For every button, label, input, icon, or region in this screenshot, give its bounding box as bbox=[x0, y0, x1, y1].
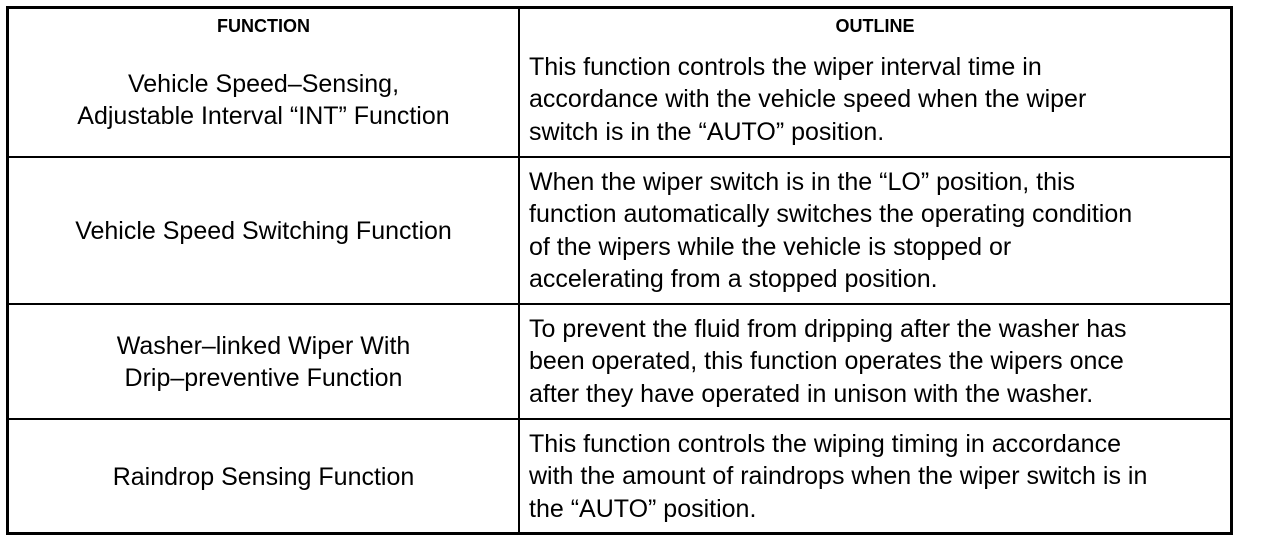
function-text: Washer–linked Wiper With bbox=[116, 331, 411, 360]
outline-text: This function controls the wiping timing in accordance bbox=[529, 429, 1121, 458]
function-text: Raindrop Sensing Function bbox=[112, 462, 415, 491]
outline-text: the “AUTO” position. bbox=[529, 494, 757, 523]
outline-text: switch is in the “AUTO” position. bbox=[529, 117, 885, 146]
header-function: FUNCTION bbox=[9, 9, 519, 43]
outline-text: of the wipers while the vehicle is stopped or bbox=[529, 232, 1012, 261]
function-outline-table-frame bbox=[6, 6, 1233, 535]
table-row bbox=[9, 419, 1230, 533]
function-cell bbox=[9, 157, 519, 304]
function-text: Drip–preventive Function bbox=[124, 363, 403, 392]
function-text: Vehicle Speed–Sensing, bbox=[127, 69, 400, 98]
outline-text: after they have operated in unison with the washer. bbox=[529, 379, 1094, 408]
outline-text: To prevent the fluid from dripping after the washer has bbox=[529, 314, 1127, 343]
header-row bbox=[9, 9, 1230, 43]
function-cell bbox=[9, 43, 519, 157]
outline-cell bbox=[519, 419, 1230, 533]
header-outline: OUTLINE bbox=[519, 9, 1230, 43]
outline-cell bbox=[519, 43, 1230, 157]
outline-text: This function controls the wiper interval time in bbox=[529, 52, 1042, 81]
outline-cell bbox=[519, 157, 1230, 304]
table-row bbox=[9, 304, 1230, 419]
outline-cell bbox=[519, 304, 1230, 419]
function-text: Adjustable Interval “INT” Function bbox=[77, 101, 450, 130]
function-cell bbox=[9, 419, 519, 533]
outline-text: When the wiper switch is in the “LO” position, this bbox=[529, 167, 1076, 196]
function-text: Vehicle Speed Switching Function bbox=[75, 216, 452, 245]
table-row bbox=[9, 43, 1230, 157]
outline-text: function automatically switches the operating condition bbox=[529, 200, 1133, 228]
outline-text: accordance with the vehicle speed when the wiper bbox=[529, 85, 1087, 114]
outline-text: with the amount of raindrops when the wiper switch is in bbox=[529, 462, 1148, 491]
function-outline-table bbox=[9, 9, 1230, 533]
function-cell bbox=[9, 304, 519, 419]
outline-text: accelerating from a stopped position. bbox=[529, 265, 938, 293]
outline-text: been operated, this function operates the wipers once bbox=[529, 347, 1124, 376]
table-row bbox=[9, 157, 1230, 304]
